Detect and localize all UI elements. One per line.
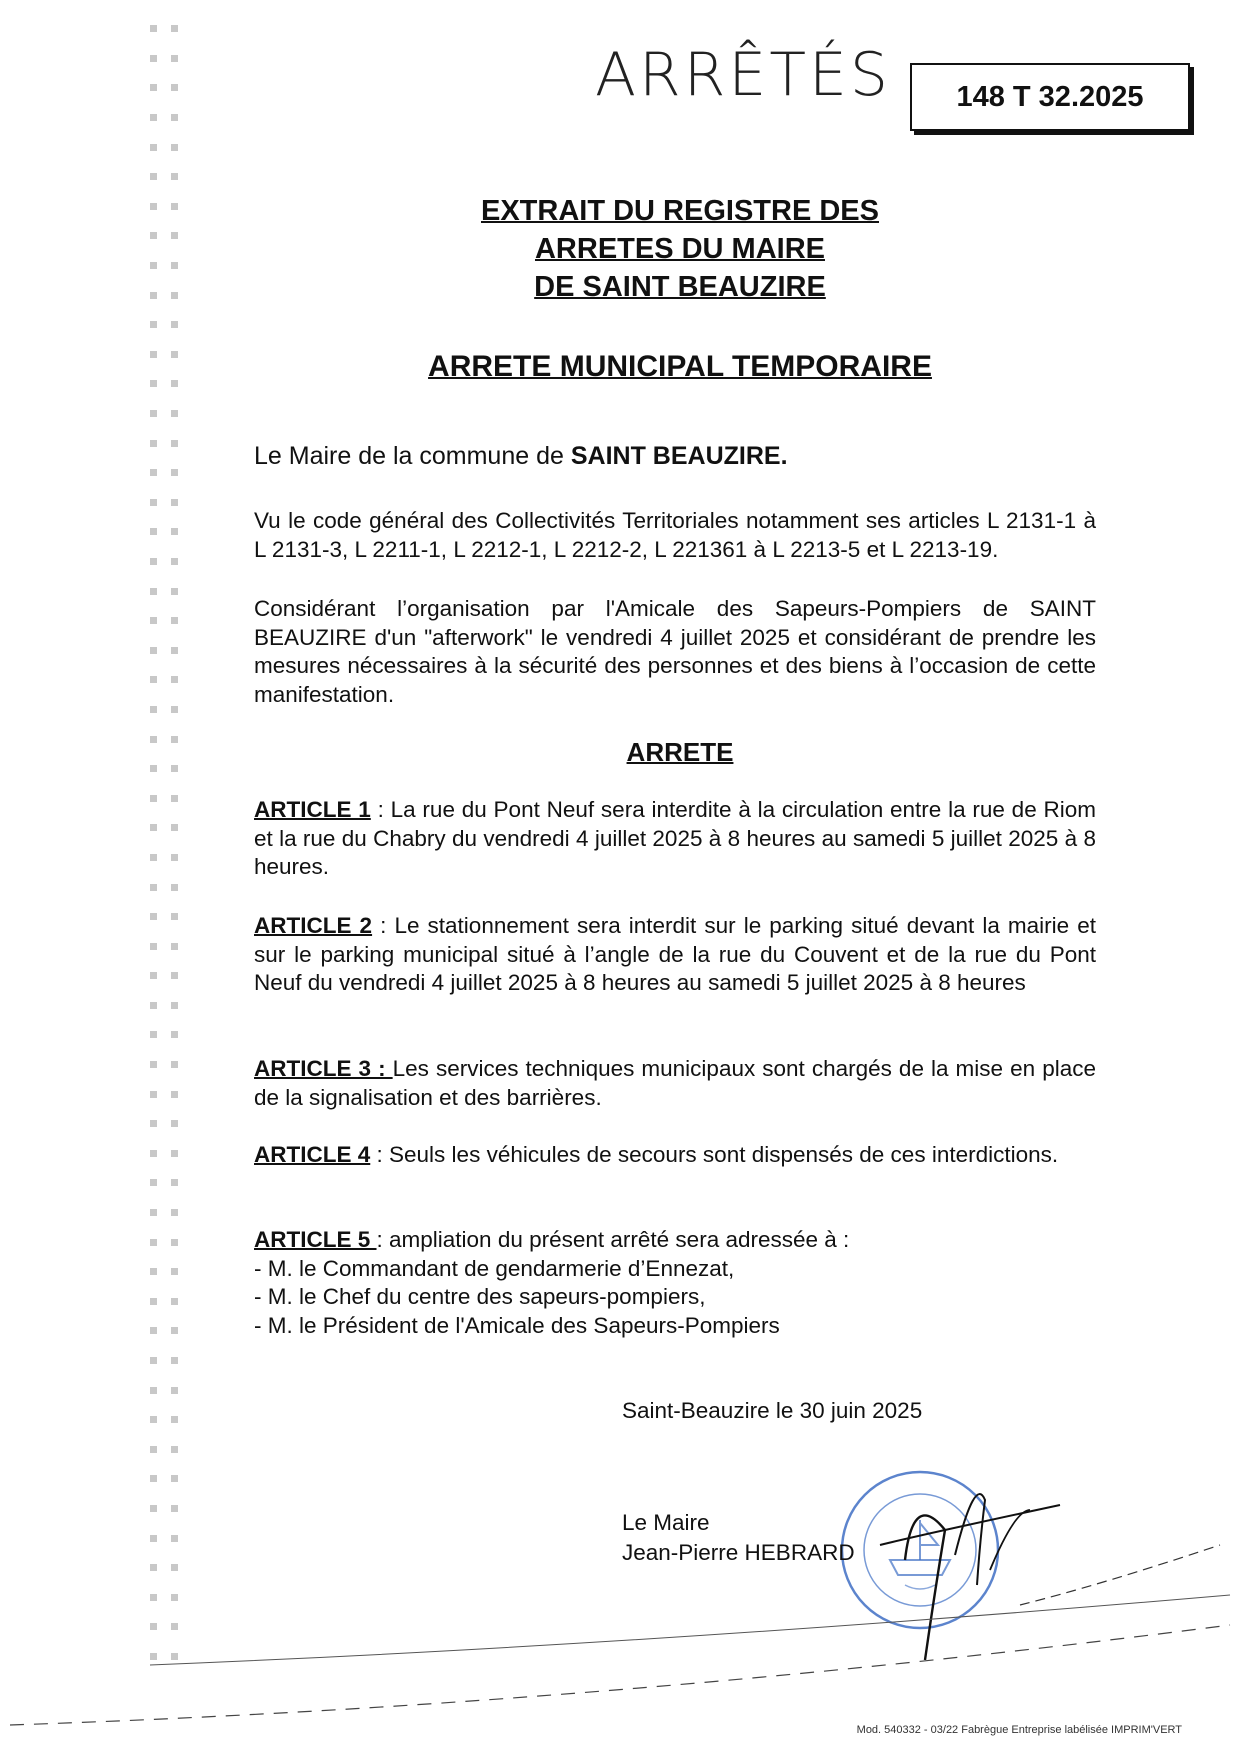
perforation-row <box>150 1020 178 1050</box>
perforation-row <box>150 132 178 162</box>
perforation-row <box>150 547 178 577</box>
perforation-row <box>150 754 178 784</box>
perforation-row <box>150 221 178 251</box>
perforation-row <box>150 665 178 695</box>
article-text: : Le stationnement sera interdit sur le parking situé devant la mairie et sur le parking municipal situé à l’angle de la rue du Couvent et de la rue du Pont Neuf du vendredi 4 juillet 2025 à 8 heures au samedi 5 juillet 2025 à 8 heures <box>254 913 1096 995</box>
perforation-row <box>150 991 178 1021</box>
signatory-role: Le Maire <box>622 1510 710 1535</box>
perforation-row <box>150 14 178 44</box>
perforation-row <box>150 813 178 843</box>
article-2 <box>254 912 1096 998</box>
perforation-row <box>150 961 178 991</box>
article-label: ARTICLE 1 <box>254 797 371 822</box>
perforation-row <box>150 517 178 547</box>
article-1 <box>254 796 1096 882</box>
perforation-row <box>150 1139 178 1169</box>
perforation-row <box>150 1523 178 1553</box>
legal-basis-paragraph: Vu le code général des Collectivités Territoriales notamment ses articles L 2131-1 à L 2131-3, L 2211-1, L 2212-1, L 2212-2, L 221361 à L 2213-5 et L 2213-19. <box>254 508 1096 562</box>
perforation-row <box>150 1612 178 1642</box>
article-3 <box>254 1055 1096 1112</box>
article-text: : La rue du Pont Neuf sera interdite à la circulation entre la rue de Riom et la rue du Chabry du vendredi 4 juillet 2025 à 8 heures au samedi 5 juillet 2025 à 8 heures. <box>254 797 1096 879</box>
extract-heading <box>280 192 1080 306</box>
article-text: : Seuls les véhicules de secours sont dispensés de ces interdictions. <box>370 1142 1059 1167</box>
perforation-row <box>150 1582 178 1612</box>
perforation-row <box>150 458 178 488</box>
perforation-row <box>150 488 178 518</box>
article-label: ARTICLE 5 <box>254 1227 377 1252</box>
arrete-number-box <box>910 63 1190 131</box>
arrete-heading: ARRETE <box>626 737 734 767</box>
perforation-row <box>150 931 178 961</box>
extract-heading-line: ARRETES DU MAIRE <box>534 233 825 265</box>
article-label: ARTICLE 4 <box>254 1142 371 1167</box>
perforation-row <box>150 902 178 932</box>
intro-line <box>254 442 788 471</box>
perforation-row <box>150 1168 178 1198</box>
arrete-number: 148 T 32.2025 <box>956 80 1144 113</box>
perforation-row <box>150 1346 178 1376</box>
perforation-row <box>150 843 178 873</box>
perforation-row <box>150 783 178 813</box>
perforation-row <box>150 369 178 399</box>
binder-perforations <box>150 14 178 1671</box>
perforation-row <box>150 576 178 606</box>
article-text: Les services techniques municipaux sont chargés de la mise en place de la signalisation et des barrières. <box>254 1056 1096 1110</box>
perforation-row <box>150 1287 178 1317</box>
signatory-name: Jean-Pierre HEBRARD <box>622 1540 855 1565</box>
commune-name: SAINT BEAUZIRE. <box>570 442 788 470</box>
perforation-row <box>150 1435 178 1465</box>
document-type-title: ARRÊTÉS <box>595 40 891 110</box>
perforation-row <box>150 1257 178 1287</box>
perforation-row <box>150 1375 178 1405</box>
perforation-row <box>150 1553 178 1583</box>
perforation-row <box>150 428 178 458</box>
extract-heading-line: EXTRAIT DU REGISTRE DES <box>481 195 879 227</box>
perforation-row <box>150 635 178 665</box>
perforation-row <box>150 340 178 370</box>
perforation-row <box>150 695 178 725</box>
perforation-row <box>150 1079 178 1109</box>
form-reference-footer: Mod. 540332 - 03/22 Fabrègue Entreprise labélisée IMPRIM'VERT <box>856 1724 1182 1736</box>
article-label: ARTICLE 3 : <box>254 1056 393 1081</box>
perforation-row <box>150 1227 178 1257</box>
perforation-row <box>150 1405 178 1435</box>
perforation-row <box>150 103 178 133</box>
perforation-row <box>150 162 178 192</box>
intro-prefix: Le Maire de la commune de <box>254 442 571 470</box>
article-4 <box>254 1141 1096 1170</box>
perforation-row <box>150 73 178 103</box>
perforation-row <box>150 724 178 754</box>
article-text: : ampliation du présent arrêté sera adressée à : <box>376 1227 850 1252</box>
considerant-paragraph: Considérant l’organisation par l'Amicale des Sapeurs-Pompiers de SAINT BEAUZIRE d'un "afterwork" le vendredi 4 juillet 2025 et considérant de prendre les mesures nécessaires à la sécurité des personnes et des biens à l’occasion de cette manifestation. <box>254 596 1096 707</box>
perforation-row <box>150 1109 178 1139</box>
recipient-line: - M. le Commandant de gendarmerie d’Ennezat, <box>254 1255 735 1281</box>
perforation-row <box>150 606 178 636</box>
signatory-block <box>622 1508 855 1568</box>
perforation-row <box>150 251 178 281</box>
article-label: ARTICLE 2 <box>254 913 373 938</box>
perforation-row <box>150 1494 178 1524</box>
perforation-row <box>150 399 178 429</box>
perforation-row <box>150 872 178 902</box>
perforation-row <box>150 1642 178 1672</box>
extract-heading-line: DE SAINT BEAUZIRE <box>534 271 826 303</box>
perforation-row <box>150 1050 178 1080</box>
perforation-row <box>150 44 178 74</box>
article-5 <box>254 1226 1096 1340</box>
perforation-row <box>150 192 178 222</box>
perforation-row <box>150 1464 178 1494</box>
perforation-row <box>150 310 178 340</box>
perforation-row <box>150 280 178 310</box>
recipient-line: - M. le Chef du centre des sapeurs-pompiers, <box>254 1284 706 1309</box>
perforation-row <box>150 1198 178 1228</box>
place-and-date: Saint-Beauzire le 30 juin 2025 <box>622 1398 923 1423</box>
temporary-order-heading: ARRETE MUNICIPAL TEMPORAIRE <box>428 350 932 383</box>
perforation-row <box>150 1316 178 1346</box>
recipient-line: - M. le Président de l'Amicale des Sapeurs-Pompiers <box>254 1312 780 1338</box>
